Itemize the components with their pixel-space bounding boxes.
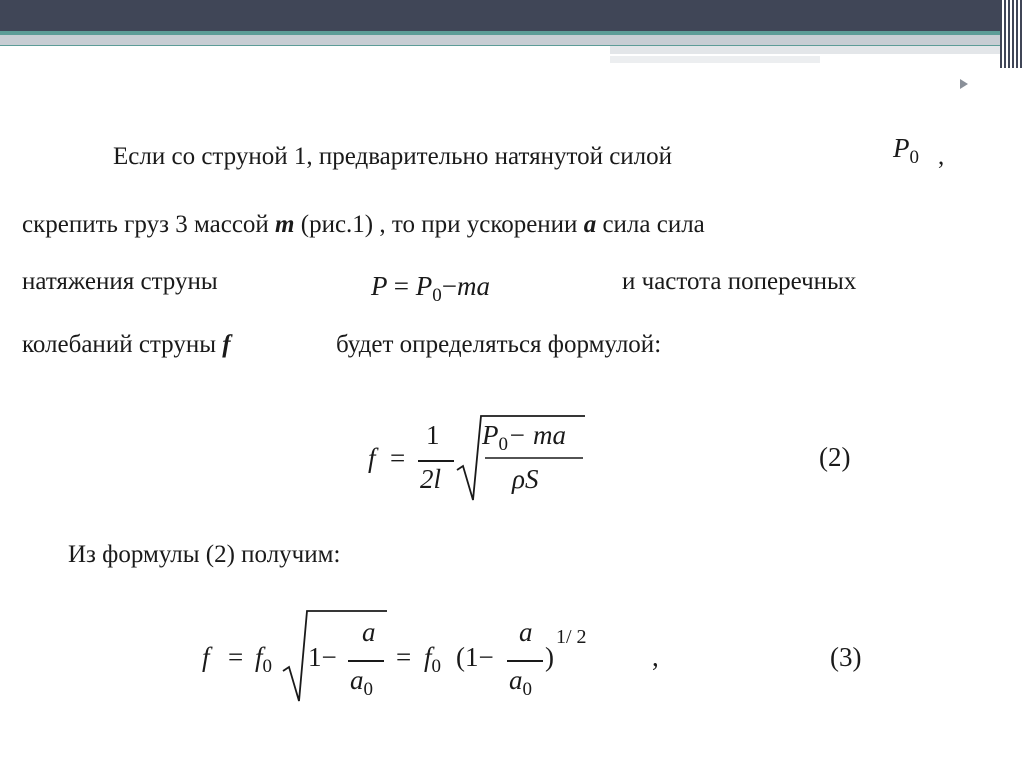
f3-eq2: =: [396, 642, 412, 672]
f3-comma: ,: [652, 642, 659, 672]
paragraph-line-2: [22, 211, 705, 239]
f2-frac-line: [418, 460, 454, 462]
f3-label: (3): [830, 642, 862, 672]
f3-f0-var: f: [255, 642, 263, 672]
f3-paren-open: (1−: [456, 642, 494, 672]
f2-rad-p: P: [482, 420, 499, 450]
p0-sub: 0: [909, 147, 919, 168]
header-bar-light: [0, 35, 1000, 45]
tension-ma: ma: [456, 271, 490, 301]
header-bar-light-3: [610, 56, 820, 63]
f3-paren-close: ): [545, 642, 554, 672]
f3-eq1: =: [228, 642, 244, 672]
paragraph-line-3-start: натяжения струны: [22, 268, 218, 295]
f3-f0b: [424, 642, 442, 677]
paragraph-line-4: [22, 331, 231, 359]
header-bar-dark: [0, 0, 1024, 31]
f3-f0b-var: f: [424, 642, 432, 672]
line2-text-a: скрепить груз 3 массой: [22, 211, 269, 238]
f3-a-den2: [509, 665, 532, 700]
f2-label: (2): [819, 442, 851, 472]
line1-comma: ,: [938, 143, 945, 170]
line2-text-b: (рис.1) , то при ускорении: [300, 211, 578, 238]
mass-var: m: [275, 211, 295, 238]
f2-num: 1: [426, 420, 440, 450]
f2-den: 2l: [420, 464, 442, 494]
slide-arrow-icon: [960, 79, 968, 89]
f3-exponent: 1/ 2: [556, 626, 587, 648]
f3-a-den-var: a: [350, 665, 364, 695]
f2-rad-den: ρS: [512, 464, 539, 494]
f2-rad-sub: 0: [498, 434, 508, 455]
f3-one-minus: 1−: [308, 642, 337, 672]
f3-f0b-sub: 0: [431, 656, 442, 677]
accel-var: a: [583, 211, 597, 238]
tension-minus: −: [441, 271, 457, 301]
tension-p: P: [415, 271, 433, 301]
f2-eq: =: [390, 443, 406, 473]
header-bar-light-2: [610, 46, 1000, 54]
f3-a-num: a: [362, 617, 376, 647]
tension-eq: =: [393, 271, 409, 301]
f3-frac-line-1: [348, 660, 384, 662]
f3-f0: [255, 642, 273, 677]
from-formula-text: Из формулы (2) получим:: [68, 541, 341, 568]
p0-var: P: [893, 133, 910, 163]
inline-p0: [893, 133, 919, 168]
freq-var: f: [222, 331, 231, 358]
line1-text: Если со струной 1, предварительно натянутой силой: [113, 143, 673, 170]
f2-f: f: [368, 443, 376, 473]
paragraph-line-3-end: и частота поперечных: [622, 268, 857, 295]
line2-text-c: сила сила: [602, 211, 705, 238]
tension-lhs: P: [371, 271, 388, 301]
f3-a-den-sub: 0: [363, 679, 373, 700]
f3-f: f: [202, 642, 210, 672]
paragraph-line-1: [113, 143, 672, 171]
line4-text-end: будет определяться формулой:: [336, 331, 662, 358]
f3-frac-line-2: [507, 660, 543, 662]
tension-sub: 0: [432, 285, 442, 306]
f3-a-den2-sub: 0: [522, 679, 532, 700]
f3-f0-sub: 0: [262, 656, 273, 677]
header-stripes: [1000, 0, 1024, 68]
f3-a-num2: a: [519, 617, 533, 647]
formula-tension: [371, 271, 490, 306]
line4-text-start: колебаний струны: [22, 331, 216, 358]
f2-rad-num: [482, 420, 566, 455]
f3-a-den: [350, 665, 373, 700]
f3-a-den2-var: a: [509, 665, 523, 695]
f2-rad-rest: − ma: [508, 420, 566, 450]
